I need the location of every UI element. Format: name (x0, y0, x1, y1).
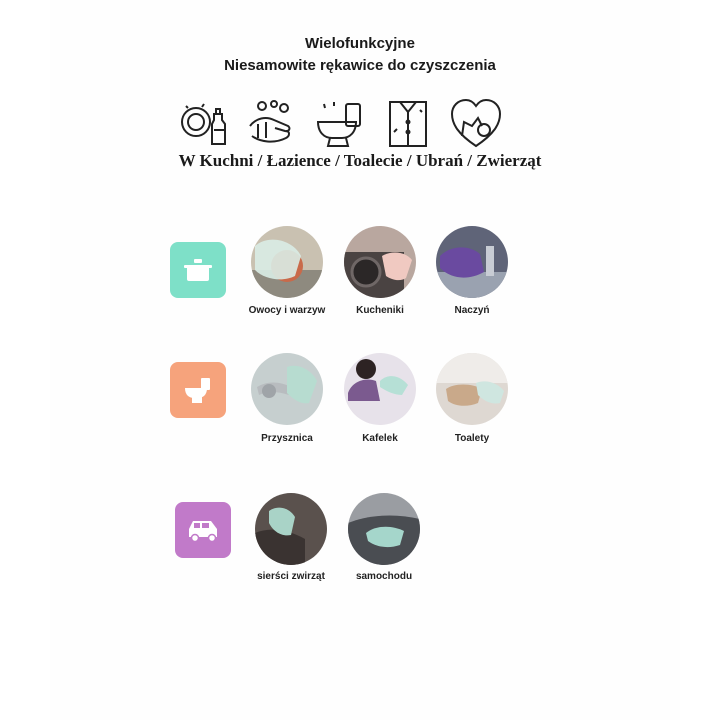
caption-stove: Kucheniki (356, 305, 404, 316)
photo-fruits (251, 226, 323, 298)
caption-car: samochodu (355, 571, 413, 582)
title-line-2: Niesamowite rękawice do czyszczenia (224, 57, 496, 74)
photo-car (348, 493, 420, 565)
toilet-icon (312, 96, 368, 152)
caption-fruits: Owocy i warzyw (248, 305, 326, 316)
photo-pet-hair (255, 493, 327, 565)
photo-stove (344, 226, 416, 298)
washing-hands-icon (244, 96, 300, 152)
kitchen-badge (170, 242, 226, 298)
pot-icon (182, 256, 214, 284)
caption-tiles: Kafelek (362, 433, 398, 444)
car-icon (185, 517, 221, 543)
shirt-icon (380, 96, 436, 152)
photo-tiles (344, 353, 416, 425)
caption-shower: Przysznica (261, 433, 313, 444)
toilet-icon (182, 374, 214, 406)
bathroom-badge (170, 362, 226, 418)
photo-toilet (436, 353, 508, 425)
photo-dishes (436, 226, 508, 298)
pets-icon (448, 96, 504, 152)
title-line-1: Wielofunkcyjne (305, 35, 415, 52)
dish-soap-icon (176, 96, 232, 152)
caption-dishes: Naczyń (454, 305, 490, 316)
categories-text: W Kuchni / Łazience / Toalecie / Ubrań / Zwierząt (178, 151, 542, 170)
caption-pet-hair: sierści zwirząt (257, 571, 325, 582)
car-badge (175, 502, 231, 558)
caption-toilet: Toalety (454, 433, 490, 444)
photo-shower (251, 353, 323, 425)
